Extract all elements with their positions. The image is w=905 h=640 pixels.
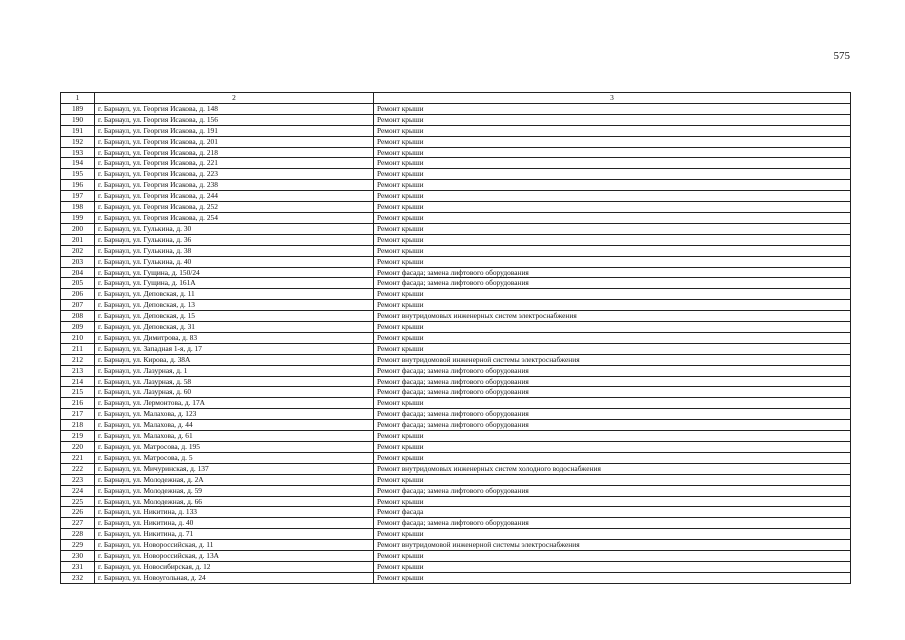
address-cell: г. Барнаул, ул. Деповская, д. 13 [95, 300, 374, 311]
table-row [61, 561, 851, 572]
table-row [61, 463, 851, 474]
row-number-cell: 225 [61, 496, 95, 507]
table-row [61, 322, 851, 333]
table-row [61, 158, 851, 169]
address-cell: г. Барнаул, ул. Георгия Исакова, д. 191 [95, 125, 374, 136]
address-cell: г. Барнаул, ул. Деповская, д. 15 [95, 311, 374, 322]
table-row [61, 300, 851, 311]
address-cell: г. Барнаул, ул. Кирова, д. 38А [95, 354, 374, 365]
work-type-cell: Ремонт крыши [374, 223, 851, 234]
work-type-cell: Ремонт фасада; замена лифтового оборудования [374, 518, 851, 529]
row-number-cell: 222 [61, 463, 95, 474]
row-number-cell: 206 [61, 289, 95, 300]
row-number-cell: 217 [61, 409, 95, 420]
work-type-cell: Ремонт крыши [374, 234, 851, 245]
work-type-cell: Ремонт крыши [374, 431, 851, 442]
table-row [61, 332, 851, 343]
address-cell: г. Барнаул, ул. Георгия Исакова, д. 238 [95, 180, 374, 191]
header-row [61, 93, 851, 104]
work-type-cell: Ремонт фасада; замена лифтового оборудования [374, 278, 851, 289]
row-number-cell: 192 [61, 136, 95, 147]
row-number-cell: 197 [61, 191, 95, 202]
address-cell: г. Барнаул, ул. Молодежная, д. 59 [95, 485, 374, 496]
work-type-cell: Ремонт крыши [374, 125, 851, 136]
row-number-cell: 215 [61, 387, 95, 398]
work-type-cell: Ремонт внутридомовых инженерных систем электроснабжения [374, 311, 851, 322]
table-row [61, 518, 851, 529]
row-number-cell: 190 [61, 114, 95, 125]
work-type-cell: Ремонт внутридомовых инженерных систем холодного водоснабжения [374, 463, 851, 474]
work-type-cell: Ремонт крыши [374, 136, 851, 147]
work-type-cell: Ремонт крыши [374, 442, 851, 453]
address-cell: г. Барнаул, ул. Малахова, д. 123 [95, 409, 374, 420]
work-type-cell: Ремонт фасада; замена лифтового оборудования [374, 267, 851, 278]
work-type-cell: Ремонт крыши [374, 212, 851, 223]
table-row [61, 551, 851, 562]
address-cell: г. Барнаул, ул. Георгия Исакова, д. 156 [95, 114, 374, 125]
address-cell: г. Барнаул, ул. Новосибирская, д. 12 [95, 561, 374, 572]
work-type-cell: Ремонт крыши [374, 147, 851, 158]
work-type-cell: Ремонт крыши [374, 561, 851, 572]
table-row [61, 507, 851, 518]
address-cell: г. Барнаул, ул. Георгия Исакова, д. 148 [95, 103, 374, 114]
table-row [61, 398, 851, 409]
page-number: 575 [833, 50, 850, 62]
row-number-cell: 209 [61, 322, 95, 333]
table-row [61, 343, 851, 354]
row-number-cell: 213 [61, 365, 95, 376]
table-row [61, 496, 851, 507]
work-type-cell: Ремонт крыши [374, 452, 851, 463]
address-cell: г. Барнаул, ул. Георгия Исакова, д. 244 [95, 191, 374, 202]
work-type-cell: Ремонт крыши [374, 551, 851, 562]
table-row [61, 354, 851, 365]
column-header-2: 2 [95, 93, 374, 104]
address-cell: г. Барнаул, ул. Малахова, д. 61 [95, 431, 374, 442]
column-header-1: 1 [61, 93, 95, 104]
address-cell: г. Барнаул, ул. Новороссийская, д. 11 [95, 540, 374, 551]
table-row [61, 442, 851, 453]
address-cell: г. Барнаул, ул. Георгия Исакова, д. 254 [95, 212, 374, 223]
table-row [61, 452, 851, 463]
address-cell: г. Барнаул, ул. Димитрова, д. 83 [95, 332, 374, 343]
address-cell: г. Барнаул, ул. Деповская, д. 31 [95, 322, 374, 333]
address-cell: г. Барнаул, ул. Молодежная, д. 2А [95, 474, 374, 485]
table-row [61, 365, 851, 376]
table-row [61, 245, 851, 256]
table-row [61, 278, 851, 289]
address-cell: г. Барнаул, ул. Гулькина, д. 38 [95, 245, 374, 256]
table-row [61, 180, 851, 191]
work-type-cell: Ремонт крыши [374, 202, 851, 213]
work-type-cell: Ремонт фасада; замена лифтового оборудования [374, 409, 851, 420]
table-row [61, 529, 851, 540]
row-number-cell: 195 [61, 169, 95, 180]
row-number-cell: 224 [61, 485, 95, 496]
table-row [61, 234, 851, 245]
row-number-cell: 231 [61, 561, 95, 572]
address-cell: г. Барнаул, ул. Никитина, д. 133 [95, 507, 374, 518]
row-number-cell: 193 [61, 147, 95, 158]
row-number-cell: 199 [61, 212, 95, 223]
table-row [61, 202, 851, 213]
row-number-cell: 220 [61, 442, 95, 453]
address-cell: г. Барнаул, ул. Матросова, д. 195 [95, 442, 374, 453]
row-number-cell: 210 [61, 332, 95, 343]
work-type-cell: Ремонт крыши [374, 398, 851, 409]
table-row [61, 191, 851, 202]
row-number-cell: 205 [61, 278, 95, 289]
work-type-cell: Ремонт крыши [374, 529, 851, 540]
work-type-cell: Ремонт крыши [374, 191, 851, 202]
work-type-cell: Ремонт крыши [374, 103, 851, 114]
column-header-3: 3 [374, 93, 851, 104]
row-number-cell: 230 [61, 551, 95, 562]
work-type-cell: Ремонт крыши [374, 169, 851, 180]
table-header [61, 93, 851, 104]
work-type-cell: Ремонт крыши [374, 332, 851, 343]
row-number-cell: 227 [61, 518, 95, 529]
table-row [61, 103, 851, 114]
row-number-cell: 204 [61, 267, 95, 278]
table-row [61, 256, 851, 267]
row-number-cell: 226 [61, 507, 95, 518]
work-type-cell: Ремонт фасада; замена лифтового оборудования [374, 376, 851, 387]
table-row [61, 540, 851, 551]
work-type-cell: Ремонт крыши [374, 180, 851, 191]
address-cell: г. Барнаул, ул. Лазурная, д. 60 [95, 387, 374, 398]
address-cell: г. Барнаул, ул. Новоугольная, д. 24 [95, 572, 374, 583]
row-number-cell: 191 [61, 125, 95, 136]
work-type-cell: Ремонт фасада; замена лифтового оборудования [374, 420, 851, 431]
address-cell: г. Барнаул, ул. Матросова, д. 5 [95, 452, 374, 463]
row-number-cell: 232 [61, 572, 95, 583]
row-number-cell: 203 [61, 256, 95, 267]
work-type-cell: Ремонт крыши [374, 300, 851, 311]
work-type-cell: Ремонт крыши [374, 289, 851, 300]
work-type-cell: Ремонт крыши [374, 158, 851, 169]
table-row [61, 223, 851, 234]
row-number-cell: 216 [61, 398, 95, 409]
row-number-cell: 207 [61, 300, 95, 311]
row-number-cell: 202 [61, 245, 95, 256]
address-cell: г. Барнаул, ул. Георгия Исакова, д. 252 [95, 202, 374, 213]
address-cell: г. Барнаул, ул. Гущина, д. 150/24 [95, 267, 374, 278]
work-type-cell: Ремонт фасада; замена лифтового оборудования [374, 387, 851, 398]
address-cell: г. Барнаул, ул. Новороссийская, д. 13А [95, 551, 374, 562]
address-cell: г. Барнаул, ул. Малахова, д. 44 [95, 420, 374, 431]
work-type-cell: Ремонт внутридомовой инженерной системы электроснабжения [374, 354, 851, 365]
address-cell: г. Барнаул, ул. Лермонтова, д. 17А [95, 398, 374, 409]
table-row [61, 376, 851, 387]
address-cell: г. Барнаул, ул. Никитина, д. 40 [95, 518, 374, 529]
row-number-cell: 198 [61, 202, 95, 213]
work-type-cell: Ремонт крыши [374, 245, 851, 256]
row-number-cell: 223 [61, 474, 95, 485]
row-number-cell: 212 [61, 354, 95, 365]
address-cell: г. Барнаул, ул. Гулькина, д. 30 [95, 223, 374, 234]
address-cell: г. Барнаул, ул. Георгия Исакова, д. 223 [95, 169, 374, 180]
table-row [61, 212, 851, 223]
row-number-cell: 229 [61, 540, 95, 551]
row-number-cell: 214 [61, 376, 95, 387]
table-row [61, 147, 851, 158]
address-cell: г. Барнаул, ул. Лазурная, д. 58 [95, 376, 374, 387]
address-cell: г. Барнаул, ул. Гулькина, д. 40 [95, 256, 374, 267]
row-number-cell: 194 [61, 158, 95, 169]
row-number-cell: 221 [61, 452, 95, 463]
work-type-cell: Ремонт крыши [374, 114, 851, 125]
table-row [61, 485, 851, 496]
work-type-cell: Ремонт крыши [374, 496, 851, 507]
row-number-cell: 211 [61, 343, 95, 354]
row-number-cell: 218 [61, 420, 95, 431]
table-row [61, 114, 851, 125]
row-number-cell: 196 [61, 180, 95, 191]
table-row [61, 431, 851, 442]
table-row [61, 267, 851, 278]
table-row [61, 420, 851, 431]
row-number-cell: 201 [61, 234, 95, 245]
address-cell: г. Барнаул, ул. Деповская, д. 11 [95, 289, 374, 300]
row-number-cell: 200 [61, 223, 95, 234]
address-cell: г. Барнаул, ул. Гущина, д. 161А [95, 278, 374, 289]
work-type-cell: Ремонт крыши [374, 474, 851, 485]
table-row [61, 136, 851, 147]
row-number-cell: 219 [61, 431, 95, 442]
repair-register-table [60, 92, 851, 584]
table-row [61, 169, 851, 180]
address-cell: г. Барнаул, ул. Георгия Исакова, д. 221 [95, 158, 374, 169]
table-row [61, 289, 851, 300]
work-type-cell: Ремонт крыши [374, 343, 851, 354]
address-cell: г. Барнаул, ул. Западная 1-я, д. 17 [95, 343, 374, 354]
work-type-cell: Ремонт внутридомовой инженерной системы электроснабжения [374, 540, 851, 551]
address-cell: г. Барнаул, ул. Никитина, д. 71 [95, 529, 374, 540]
work-type-cell: Ремонт крыши [374, 322, 851, 333]
table-row [61, 311, 851, 322]
work-type-cell: Ремонт крыши [374, 572, 851, 583]
table-row [61, 387, 851, 398]
row-number-cell: 208 [61, 311, 95, 322]
address-cell: г. Барнаул, ул. Мичуринская, д. 137 [95, 463, 374, 474]
table-row [61, 125, 851, 136]
address-cell: г. Барнаул, ул. Лазурная, д. 1 [95, 365, 374, 376]
table-row [61, 409, 851, 420]
work-type-cell: Ремонт фасада; замена лифтового оборудования [374, 485, 851, 496]
address-cell: г. Барнаул, ул. Гулькина, д. 36 [95, 234, 374, 245]
address-cell: г. Барнаул, ул. Георгия Исакова, д. 201 [95, 136, 374, 147]
address-cell: г. Барнаул, ул. Молодежная, д. 66 [95, 496, 374, 507]
row-number-cell: 228 [61, 529, 95, 540]
work-type-cell: Ремонт фасада [374, 507, 851, 518]
work-type-cell: Ремонт крыши [374, 256, 851, 267]
address-cell: г. Барнаул, ул. Георгия Исакова, д. 218 [95, 147, 374, 158]
table-row [61, 474, 851, 485]
table-body [61, 103, 851, 583]
table-row [61, 572, 851, 583]
row-number-cell: 189 [61, 103, 95, 114]
work-type-cell: Ремонт фасада; замена лифтового оборудования [374, 365, 851, 376]
